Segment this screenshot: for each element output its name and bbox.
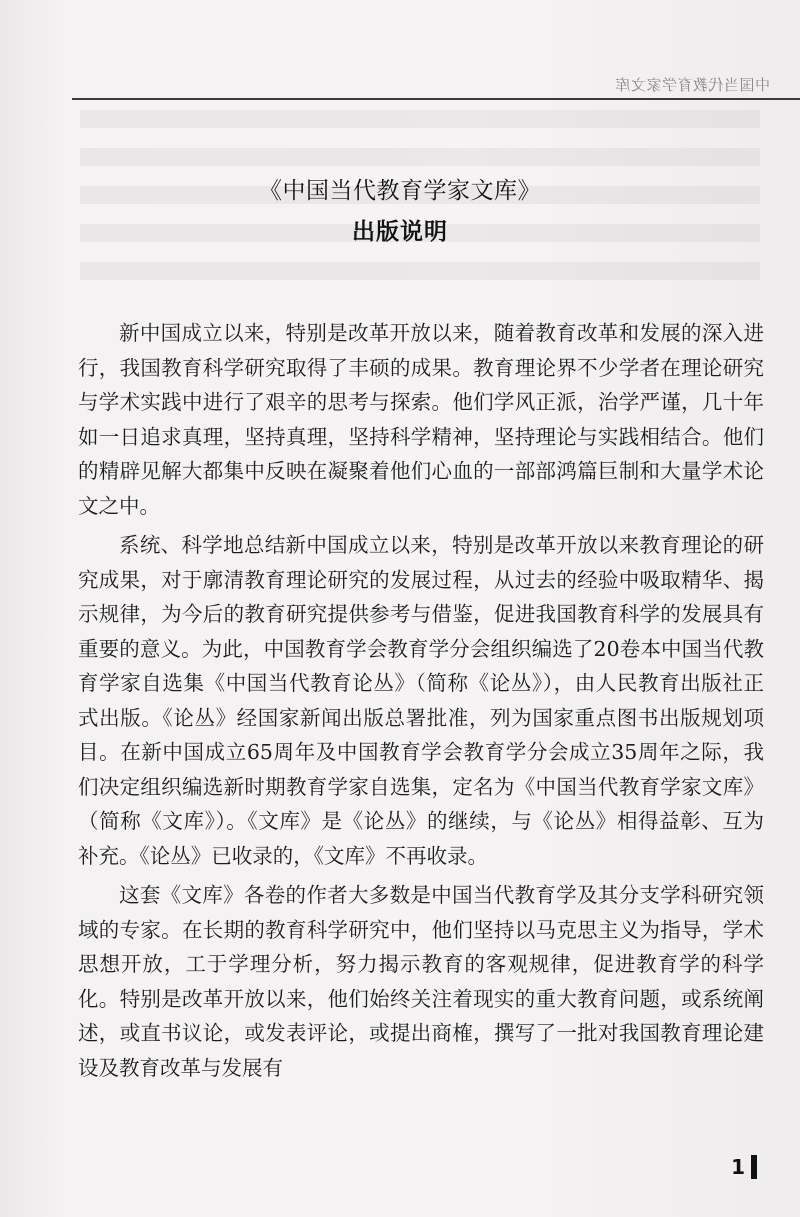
body-text xyxy=(78,316,764,1090)
paragraph-2: 系统、科学地总结新中国成立以来，特别是改革开放以来教育理论的研究成果，对于廓清教育理论研究的发展过程，从过去的经验中吸取精华、揭示规律，为今后的教育研究提供参考与借鉴，促进我国教育科学的发展具有重要的意义。为此，中国教育学会教育学分会组织编选了20卷本中国当代教育学家自选集《中国当代教育论丛》（简称《论丛》），由人民教育出版社正式出版。《论丛》经国家新闻出版总署批准，列为国家重点图书出版规划项目。在新中国成立65周年及中国教育学会教育学分会成立35周年之际，我们决定组织编选新时期教育学家自选集，定名为《中国当代教育学家文库》（简称《文库》）。《文库》是《论丛》的继续，与《论丛》相得益彰、互为补充。《论丛》已收录的，《文库》不再收录。 xyxy=(78,533,764,868)
header-rule xyxy=(72,98,800,100)
page-number-block xyxy=(731,1155,757,1179)
page-marker-bar xyxy=(751,1155,757,1179)
paragraph-1: 新中国成立以来，特别是改革开放以来，随着教育改革和发展的深入进行，我国教育科学研究取得了丰硕的成果。教育理论界不少学者在理论研究与学术实践中进行了艰辛的思考与探索。他们学风正派，治学严谨，几十年如一日追求真理，坚持真理，坚持科学精神，坚持理论与实践相结合。他们的精辟见解大都集中反映在凝聚着他们心血的一部部鸿篇巨制和大量学术论文之中。 xyxy=(78,321,764,518)
page-subtitle: 出版说明 xyxy=(352,219,448,245)
page-number: 1 xyxy=(731,1155,745,1179)
page-title: 《中国当代教育学家文库》 xyxy=(259,178,541,204)
running-header: 中国当代教育学家文库 xyxy=(614,76,770,94)
paragraph-3: 这套《文库》各卷的作者大多数是中国当代教育学及其分支学科研究领域的专家。在长期的教育科学研究中，他们坚持以马克思主义为指导，学术思想开放，工于学理分析，努力揭示教育的客观规律，促进教育学的科学化。特别是改革开放以来，他们始终关注着现实的重大教育问题，或系统阐述，或直书议论，或发表评论，或提出商榷，撰写了一批对我国教育理论建设及教育改革与发展有 xyxy=(78,883,764,1080)
